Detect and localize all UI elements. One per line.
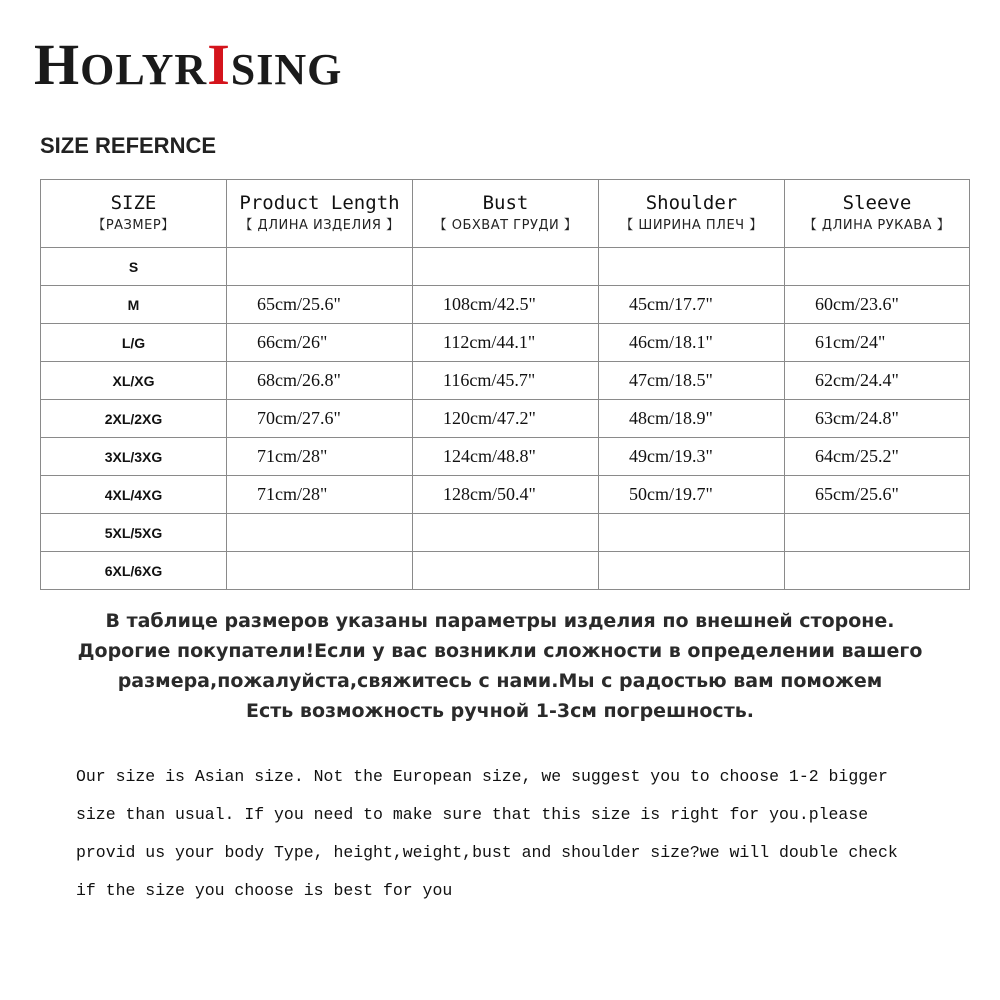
header-length xyxy=(227,180,413,248)
shoulder-cell xyxy=(599,514,785,552)
length-cell: 68cm/26.8" xyxy=(227,362,413,400)
en-note-line: Our size is Asian size. Not the European size, we suggest you to choose 1-2 bigger xyxy=(76,767,888,786)
length-cell: 71cm/28" xyxy=(227,476,413,514)
length-cell: 71cm/28" xyxy=(227,438,413,476)
size-cell: 6XL/6XG xyxy=(41,552,227,590)
header-length-en: Product Length xyxy=(239,191,400,214)
bust-cell: 116cm/45.7" xyxy=(413,362,599,400)
bust-cell: 112cm/44.1" xyxy=(413,324,599,362)
header-shoulder xyxy=(599,180,785,248)
english-notes xyxy=(76,758,976,910)
length-cell: 70cm/27.6" xyxy=(227,400,413,438)
header-sleeve-ru: 【 ДЛИНА РУКАВА 】 xyxy=(803,217,951,233)
header-length-ru: 【 ДЛИНА ИЗДЕЛИЯ 】 xyxy=(239,217,400,233)
header-bust-en: Bust xyxy=(482,191,529,214)
sleeve-cell xyxy=(785,514,970,552)
size-cell: 5XL/5XG xyxy=(41,514,227,552)
header-sleeve xyxy=(785,180,970,248)
length-cell: 66cm/26" xyxy=(227,324,413,362)
header-bust-ru: 【 ОБХВАТ ГРУДИ 】 xyxy=(433,217,578,233)
shoulder-cell xyxy=(599,552,785,590)
shoulder-cell xyxy=(599,248,785,286)
size-cell: 2XL/2XG xyxy=(41,400,227,438)
size-cell: M xyxy=(41,286,227,324)
size-cell: S xyxy=(41,248,227,286)
section-title: SIZE REFERNCE xyxy=(40,133,217,158)
table-row xyxy=(41,476,970,514)
bust-cell: 128cm/50.4" xyxy=(413,476,599,514)
bust-cell: 120cm/47.2" xyxy=(413,400,599,438)
ru-note-line: Есть возможность ручной 1-3см погрешность. xyxy=(246,700,754,722)
table-row xyxy=(41,286,970,324)
sleeve-cell: 63cm/24.8" xyxy=(785,400,970,438)
length-cell: 65cm/25.6" xyxy=(227,286,413,324)
table-row xyxy=(41,362,970,400)
header-size-ru: 【РАЗМЕР】 xyxy=(92,217,175,233)
bust-cell: 124cm/48.8" xyxy=(413,438,599,476)
logo-part: H xyxy=(34,32,81,97)
size-cell: 3XL/3XG xyxy=(41,438,227,476)
table-row xyxy=(41,324,970,362)
sleeve-cell: 61cm/24" xyxy=(785,324,970,362)
shoulder-cell: 47cm/18.5" xyxy=(599,362,785,400)
bust-cell xyxy=(413,552,599,590)
size-cell: L/G xyxy=(41,324,227,362)
russian-notes xyxy=(20,606,980,726)
header-sleeve-en: Sleeve xyxy=(842,191,912,214)
shoulder-cell: 50cm/19.7" xyxy=(599,476,785,514)
logo-part: I xyxy=(207,32,231,97)
sleeve-cell: 64cm/25.2" xyxy=(785,438,970,476)
ru-note-line: В таблице размеров указаны параметры изделия по внешней стороне. xyxy=(105,610,895,632)
size-table xyxy=(40,179,970,590)
length-cell xyxy=(227,248,413,286)
logo-part: SING xyxy=(230,45,343,94)
en-note-line: if the size you choose is best for you xyxy=(76,881,453,900)
logo-part: OLYR xyxy=(80,45,208,94)
size-cell: 4XL/4XG xyxy=(41,476,227,514)
header-bust xyxy=(413,180,599,248)
sleeve-cell xyxy=(785,248,970,286)
ru-note-line: Дорогие покупатели!Если у вас возникли сложности в определении вашего xyxy=(77,640,923,662)
brand-logo xyxy=(34,32,343,97)
bust-cell: 108cm/42.5" xyxy=(413,286,599,324)
table-row xyxy=(41,400,970,438)
en-note-line: size than usual. If you need to make sure that this size is right for you.please xyxy=(76,805,869,824)
length-cell xyxy=(227,514,413,552)
bust-cell xyxy=(413,514,599,552)
table-row xyxy=(41,248,970,286)
sleeve-cell: 60cm/23.6" xyxy=(785,286,970,324)
table-header-row xyxy=(41,180,970,248)
shoulder-cell: 49cm/19.3" xyxy=(599,438,785,476)
bust-cell xyxy=(413,248,599,286)
shoulder-cell: 45cm/17.7" xyxy=(599,286,785,324)
length-cell xyxy=(227,552,413,590)
sleeve-cell: 65cm/25.6" xyxy=(785,476,970,514)
en-note-line: provid us your body Type, height,weight,bust and shoulder size?we will double check xyxy=(76,843,898,862)
header-size xyxy=(41,180,227,248)
shoulder-cell: 48cm/18.9" xyxy=(599,400,785,438)
shoulder-cell: 46cm/18.1" xyxy=(599,324,785,362)
sleeve-cell xyxy=(785,552,970,590)
header-shoulder-en: Shoulder xyxy=(645,191,738,214)
header-size-en: SIZE xyxy=(110,191,157,214)
ru-note-line: размера,пожалуйста,свяжитесь с нами.Мы с радостью вам поможем xyxy=(117,670,883,692)
header-shoulder-ru: 【 ШИРИНА ПЛЕЧ 】 xyxy=(620,217,763,233)
sleeve-cell: 62cm/24.4" xyxy=(785,362,970,400)
table-row xyxy=(41,438,970,476)
size-cell: XL/XG xyxy=(41,362,227,400)
table-row xyxy=(41,552,970,590)
table-row xyxy=(41,514,970,552)
